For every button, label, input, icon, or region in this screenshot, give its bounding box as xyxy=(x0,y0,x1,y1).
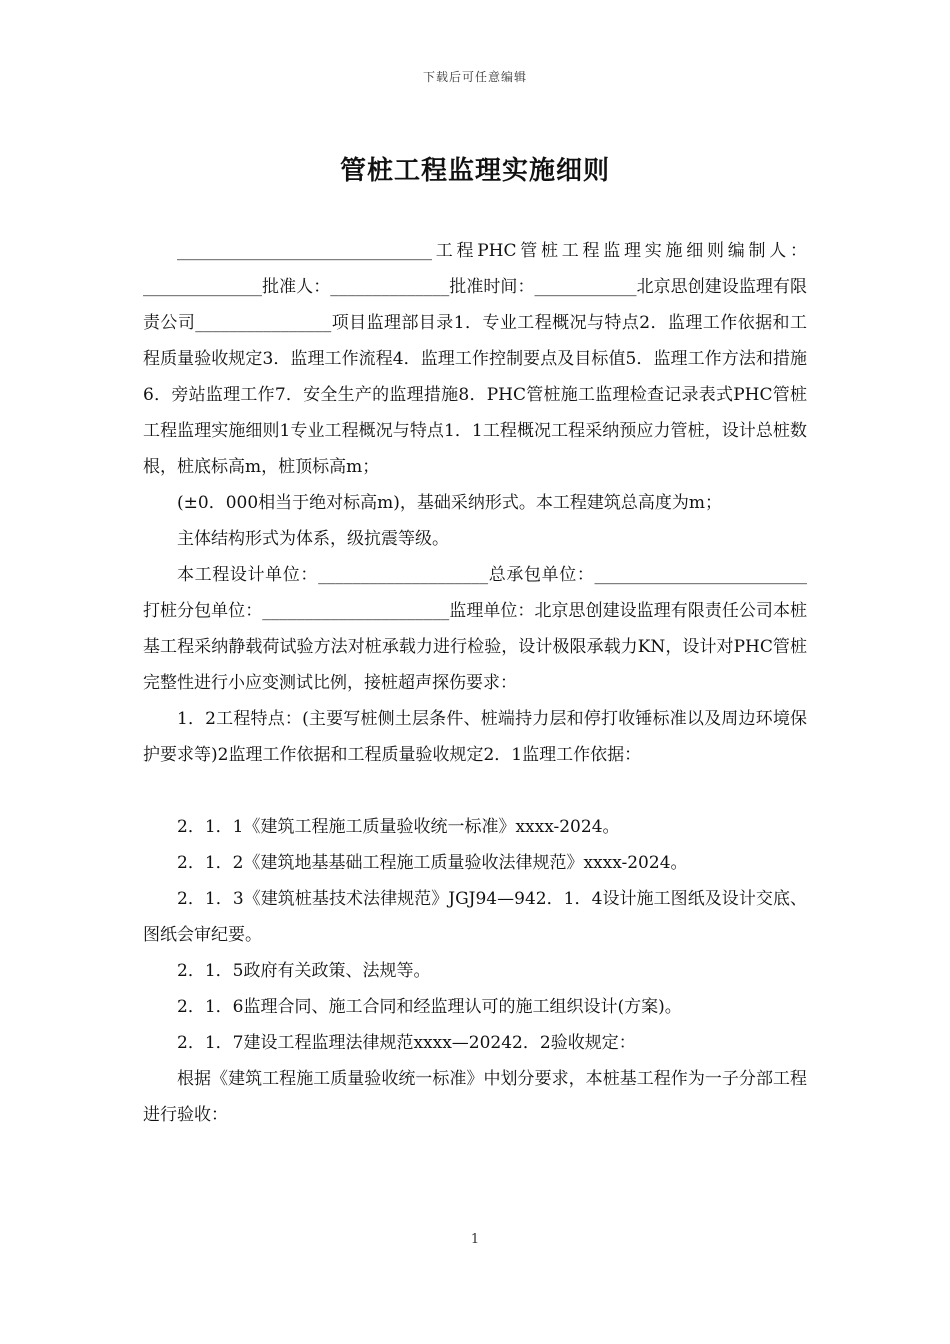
paragraph-acceptance: 根据《建筑工程施工质量验收统一标准》中划分要求，本桩基工程作为一子分部工程进行验收： xyxy=(143,1069,807,1125)
document-body xyxy=(143,233,807,1133)
page-number: 1 xyxy=(470,1232,480,1247)
paragraph-basis-2: 2．1．2《建筑地基基础工程施工质量验收法律规范》xxxx-2024。 xyxy=(177,853,688,873)
paragraph-basis-7: 2．1．7建设工程监理法律规范xxxx—20242．2验收规定： xyxy=(177,1033,636,1053)
paragraph-elevation: (±0．000相当于绝对标高m)，基础采纳形式。本工程建筑总高度为m； xyxy=(177,493,723,513)
paragraph-features: 1．2工程特点：(主要写桩侧土层条件、桩端持力层和停打收锤标准以及周边环境保护要求等)2监理工作依据和工程质量验收规定2．1监理工作依据： xyxy=(143,709,807,765)
paragraph-basis-5: 2．1．5政府有关政策、法规等。 xyxy=(177,961,431,981)
paragraph-units: 本工程设计单位：____________________总承包单位：_________________________打桩分包单位：______________________监理单位：北京思创建设监理有限责任公司本桩基工程采纳静载荷试验方法对桩承载力进行检验，设计极限承载力KN，设计对PHC管桩完整性进行小应变测试比例，接桩超声探伤要求： xyxy=(143,565,807,693)
paragraph-basis-6: 2．1．6监理合同、施工合同和经监理认可的施工组织设计(方案)。 xyxy=(177,997,682,1017)
header-note: 下载后可任意编辑 xyxy=(422,70,527,84)
paragraph-basis-1: 2．1．1《建筑工程施工质量验收统一标准》xxxx-2024。 xyxy=(177,817,620,837)
paragraph-intro: ______________________________工程PHC管桩工程监理实施细则编制人：______________批准人：______________批准时间：____________北京思创建设监理有限责公司________________项目监理部目录1．专业工程概况与特点2．监理工作依据和工程质量验收规定3．监理工作流程4．监理工作控制要点及目标值5．监理工作方法和措施6．旁站监理工作7．安全生产的监理措施8．PHC管桩施工监理检查记录表式PHC管桩工程监理实施细则1专业工程概况与特点1．1工程概况工程采纳预应力管桩，设计总桩数根，桩底标高m，桩顶标高m； xyxy=(143,241,807,477)
paragraph-structure: 主体结构形式为体系，级抗震等级。 xyxy=(177,529,449,549)
document-title: 管桩工程监理实施细则 xyxy=(339,156,610,186)
paragraph-basis-3: 2．1．3《建筑桩基技术法律规范》JGJ94—942．1．4设计施工图纸及设计交底、图纸会审纪要。 xyxy=(143,889,807,945)
